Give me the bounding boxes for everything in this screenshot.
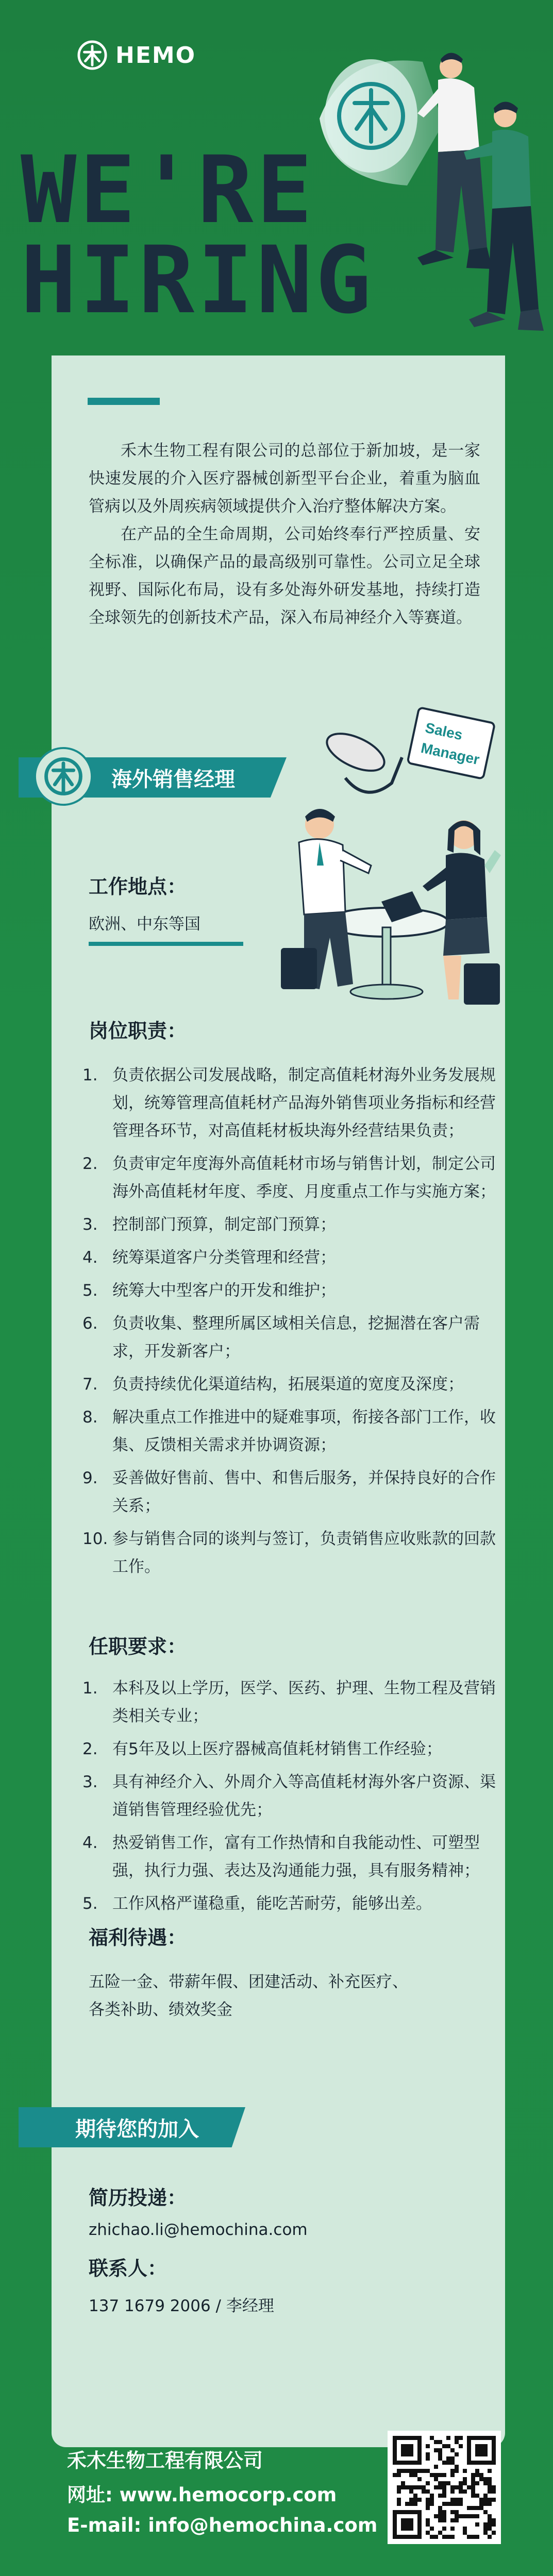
list-item [82,1735,500,1763]
list-item [82,1403,500,1459]
list-item-text: 具有神经介入、外周介入等高值耗材海外客户资源、渠道销售管理经验优先； [112,1773,496,1819]
benefits-line-2: 各类补助、绩效奖金 [89,2001,232,2019]
footer-website[interactable]: 网址: www.hemocorp.com [67,2484,337,2506]
contact-label: 联系人： [89,2257,167,2280]
hemo-badge-icon [33,746,94,807]
list-item-text: 解决重点工作推进中的疑难事项，衔接各部门工作，收集、反馈相关需求并协调资源； [112,1408,496,1454]
list-item-number: 2. [82,1740,98,1758]
list-item-text: 负责持续优化渠道结构，拓展渠道的宽度及深度； [112,1375,464,1394]
list-item-number: 1. [82,1066,98,1084]
list-item-text: 热爱销售工作，富有工作热情和自我能动性、可塑型强，执行力强、表达及沟通能力强，具有服务精神； [112,1834,480,1880]
job-title-banner [19,757,235,798]
list-item [82,1890,500,1918]
list-item [82,1277,500,1304]
list-item [82,1525,500,1581]
requirements-label: 任职要求： [89,1635,187,1658]
list-item-text: 工作风格严谨稳重，能吃苦耐劳，能够出差。 [112,1894,432,1913]
benefits-text [89,1968,408,2024]
list-item [82,1211,500,1239]
join-banner [19,2107,199,2147]
benefits-label: 福利待遇： [89,1926,187,1949]
brand-logo [77,40,196,70]
list-item-number: 5. [82,1894,98,1913]
resume-email[interactable]: zhichao.li@hemochina.com [89,2221,308,2239]
list-item-number: 5. [82,1281,98,1300]
list-item-text: 有5年及以上医疗器械高值耗材销售工作经验； [112,1740,442,1758]
list-item [82,1829,500,1885]
list-item-text: 负责审定年度海外高值耗材市场与销售计划，制定公司海外高值耗材年度、季度、月度重点工作与实施方案； [112,1155,496,1201]
footer-company: 禾木生物工程有限公司 [67,2449,263,2472]
accent-bar [88,398,160,405]
duties-label: 岗位职责： [89,1020,187,1042]
list-item [82,1768,500,1824]
sign-text-line1: Sales [424,719,464,743]
list-item-number: 8. [82,1408,98,1427]
list-item-text: 控制部门预算，制定部门预算； [112,1215,336,1234]
join-title: 期待您的加入 [75,2117,199,2141]
list-item-text: 统筹渠道客户分类管理和经营； [112,1248,336,1267]
contact-value: 137 1679 2006 / 李经理 [89,2297,274,2315]
list-item [82,1061,500,1145]
brand-name: HEMO [115,42,196,69]
intro-paragraph-1: 禾木生物工程有限公司的总部位于新加坡，是一家快速发展的介入医疗器械创新型平台企业，着重为脑血管病以及外周疾病领域提供介入治疗整体解决方案。 [89,442,480,516]
location-label: 工作地点： [89,875,187,898]
requirements-list [82,1674,500,1923]
hero-title-line2: HIRING [21,227,375,334]
list-item-number: 7. [82,1375,98,1394]
list-item-number: 6. [82,1314,98,1333]
list-item [82,1150,500,1206]
list-item-text: 负责收集、整理所属区域相关信息，挖掘潜在客户需求，开发新客户； [112,1314,480,1361]
list-item-number: 3. [82,1215,98,1234]
list-item-number: 1. [82,1679,98,1698]
qr-code-icon[interactable] [388,2431,501,2544]
list-item-number: 3. [82,1773,98,1791]
location-underline [89,942,243,946]
list-item [82,1244,500,1272]
list-item [82,1370,500,1398]
meeting-illustration [268,696,510,1025]
list-item [82,1464,500,1520]
hemo-logo-icon [77,40,107,70]
list-item-text: 妥善做好售前、售中、和售后服务，并保持良好的合作关系； [112,1469,496,1515]
footer-email[interactable]: E-mail: info@hemochina.com [67,2514,378,2536]
company-intro [89,437,480,632]
list-item-number: 2. [82,1155,98,1173]
sign-text-line2: Manager [419,739,481,768]
location-value: 欧洲、中东等国 [89,915,200,934]
list-item-text: 统筹大中型客户的开发和维护； [112,1281,336,1300]
intro-paragraph-2: 在产品的全生命周期，公司始终奉行严控质量、安全标准，以确保产品的最高级别可靠性。公司立足全球视野、国际化布局，设有多处海外研发基地，持续打造全球领先的创新技术产品，深入布局神经介入等赛道。 [89,525,480,627]
list-item-number: 9. [82,1469,98,1487]
job-title: 海外销售经理 [111,767,235,791]
hero-title-line1: WE'RE [21,137,315,244]
benefits-line-1: 五险一金、带薪年假、团建活动、补充医疗、 [89,1973,408,1991]
list-item-text: 负责依据公司发展战略，制定高值耗材海外业务发展规划，统筹管理高值耗材产品海外销售项业务指标和经营管理各环节，对高值耗材板块海外经营结果负责； [112,1066,496,1140]
duties-list [82,1061,500,1586]
list-item [82,1310,500,1365]
list-item-number: 4. [82,1834,98,1852]
list-item-text: 本科及以上学历，医学、医药、护理、生物工程及营销类相关专业； [112,1679,496,1725]
resume-label: 简历投递： [89,2187,187,2209]
list-item-text: 参与销售合同的谈判与签订，负责销售应收账款的回款工作。 [112,1530,496,1576]
list-item [82,1674,500,1730]
list-item-number: 10. [82,1530,108,1548]
list-item-number: 4. [82,1248,98,1267]
